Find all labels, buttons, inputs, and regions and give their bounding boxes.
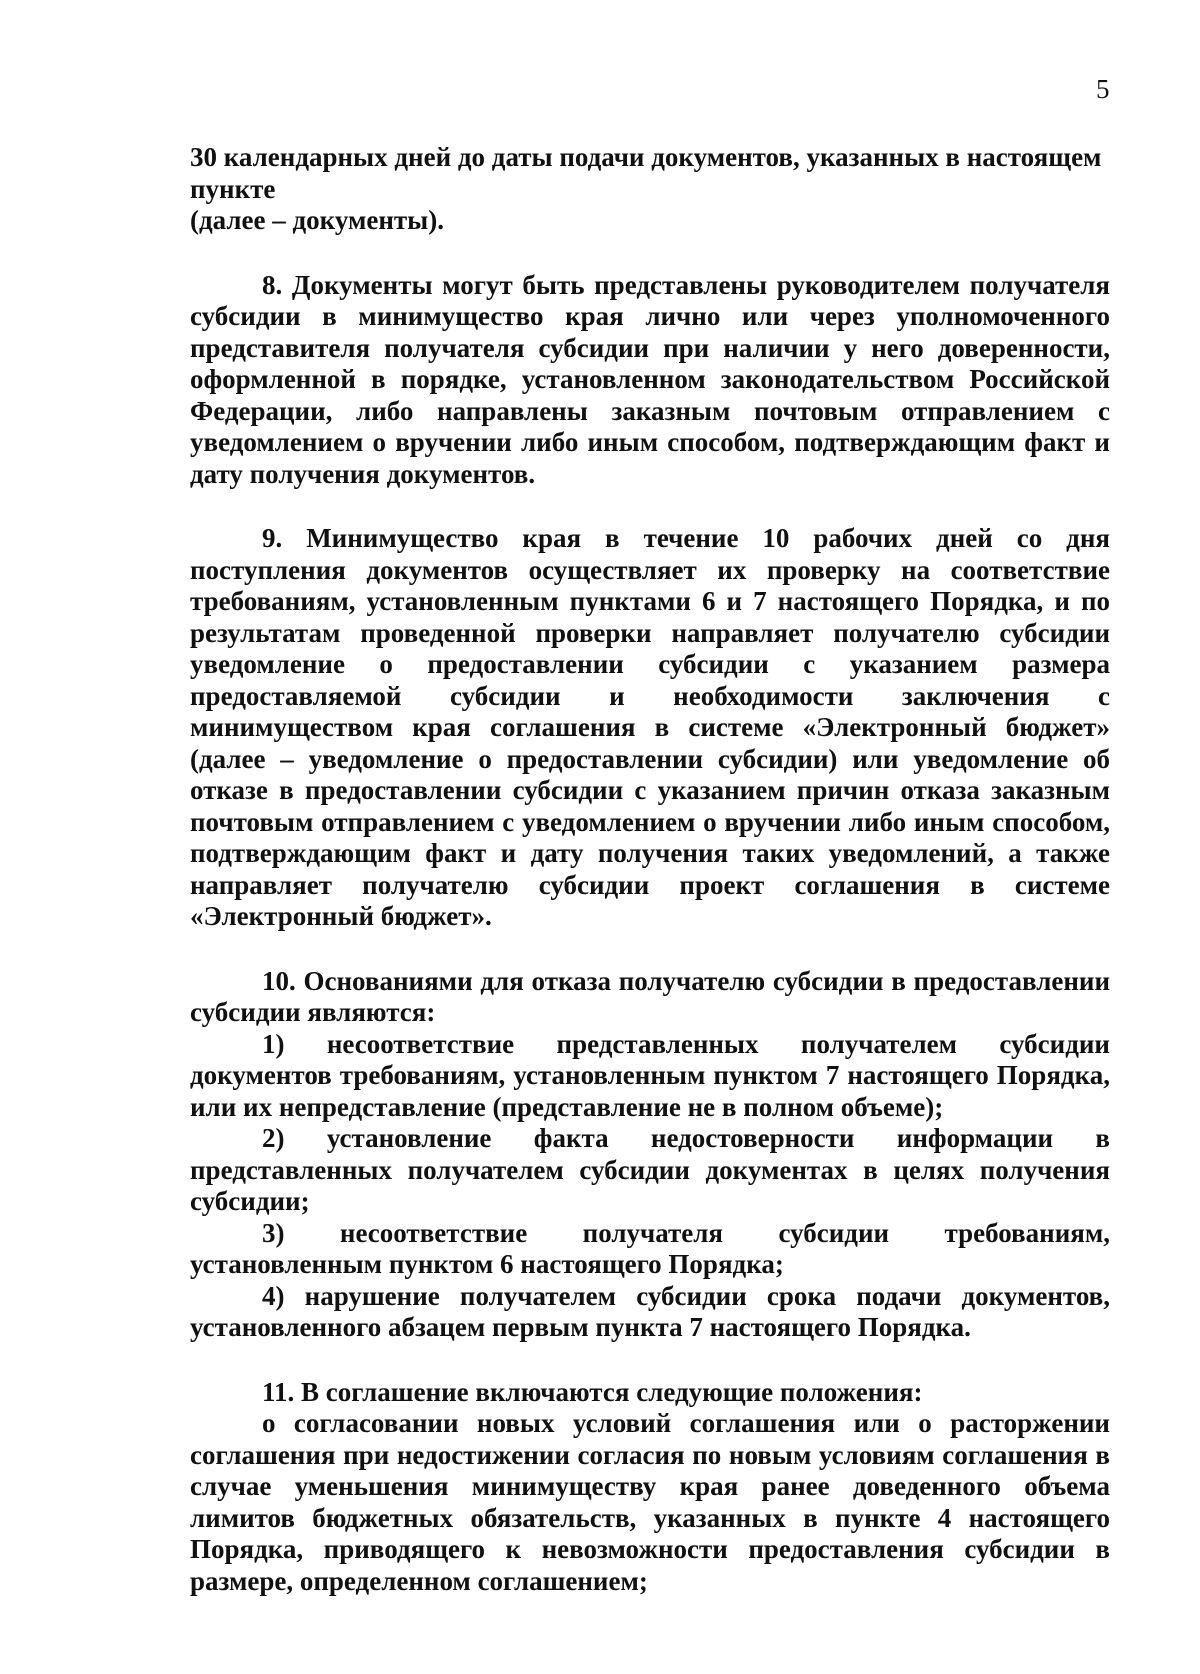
opening-paragraph-line1: 30 календарных дней до даты подачи документов, указанных в настоящем пункте [190,142,1102,204]
item-8-paragraph: 8. Документы могут быть представлены руководителем получателя субсидии в минимущество края лично или через уполномоченного представителя получателя субсидии при наличии у него доверенности, оформленной в порядке, установленном законодательством Российской Федерации, либо направлены заказным почтовым отправлением с уведомлением о вручении либо иным способом, подтверждающим факт и дату получения документов. [190,269,1110,489]
document-body [190,142,1110,1597]
item-11-intro: 11. В соглашение включаются следующие положения: [262,1376,923,1407]
paragraph-gap [190,490,1110,523]
item-10-subitem-3: 3) несоответствие получателя субсидии требованиям, установленным пунктом 6 настоящего Порядка; [190,1217,1110,1279]
item-11-paragraph: о согласовании новых условий соглашения или о расторжении соглашения при недостижении согласия по новым условиям соглашения в случае уменьшения минимуществу края ранее доведенного объема лимитов бюджетных обязательств, указанных в пункте 4 настоящего Порядка, приводящего к невозможности предоставления субсидии в размере, определенном соглашением; [190,1408,1110,1596]
page-number: 5 [1096,74,1110,104]
opening-paragraph-line2: (далее – документы). [190,205,444,235]
paragraph-gap [190,933,1110,966]
item-9-paragraph: 9. Минимущество края в течение 10 рабочих дней со дня поступления документов осуществляет их проверку на соответствие требованиям, установленным пунктами 6 и 7 настоящего Порядка, и по результатам проведенной проверки направляет получателю субсидии уведомление о предоставлении субсидии с указанием размера предоставляемой субсидии и необходимости заключения с минимуществом края соглашения в системе «Электронный бюджет» (далее – уведомление о предоставлении субсидии) или уведомление об отказе в предоставлении субсидии с указанием причин отказа заказным почтовым отправлением с уведомлением о вручении либо иным способом, подтверждающим факт и дату получения таких уведомлений, а также направляет получателю субсидии проект соглашения в системе «Электронный бюджет». [190,523,1110,931]
item-10-intro: 10. Основаниями для отказа получателю субсидии в предоставлении субсидии являются: [190,965,1110,1027]
paragraph-gap [190,1344,1110,1377]
item-10-subitem-2: 2) установление факта недостоверности информации в представленных получателем субсидии документах в целях получения субсидии; [190,1123,1110,1216]
item-10-subitem-4: 4) нарушение получателем субсидии срока подачи документов, установленного абзацем первым пункта 7 настоящего Порядка. [190,1280,1110,1342]
paragraph-gap [190,237,1110,270]
item-10-subitem-1: 1) несоответствие представленных получателем субсидии документов требованиям, установленным пунктом 7 настоящего Порядка, или их непредставление (представление не в полном объеме); [190,1028,1110,1122]
